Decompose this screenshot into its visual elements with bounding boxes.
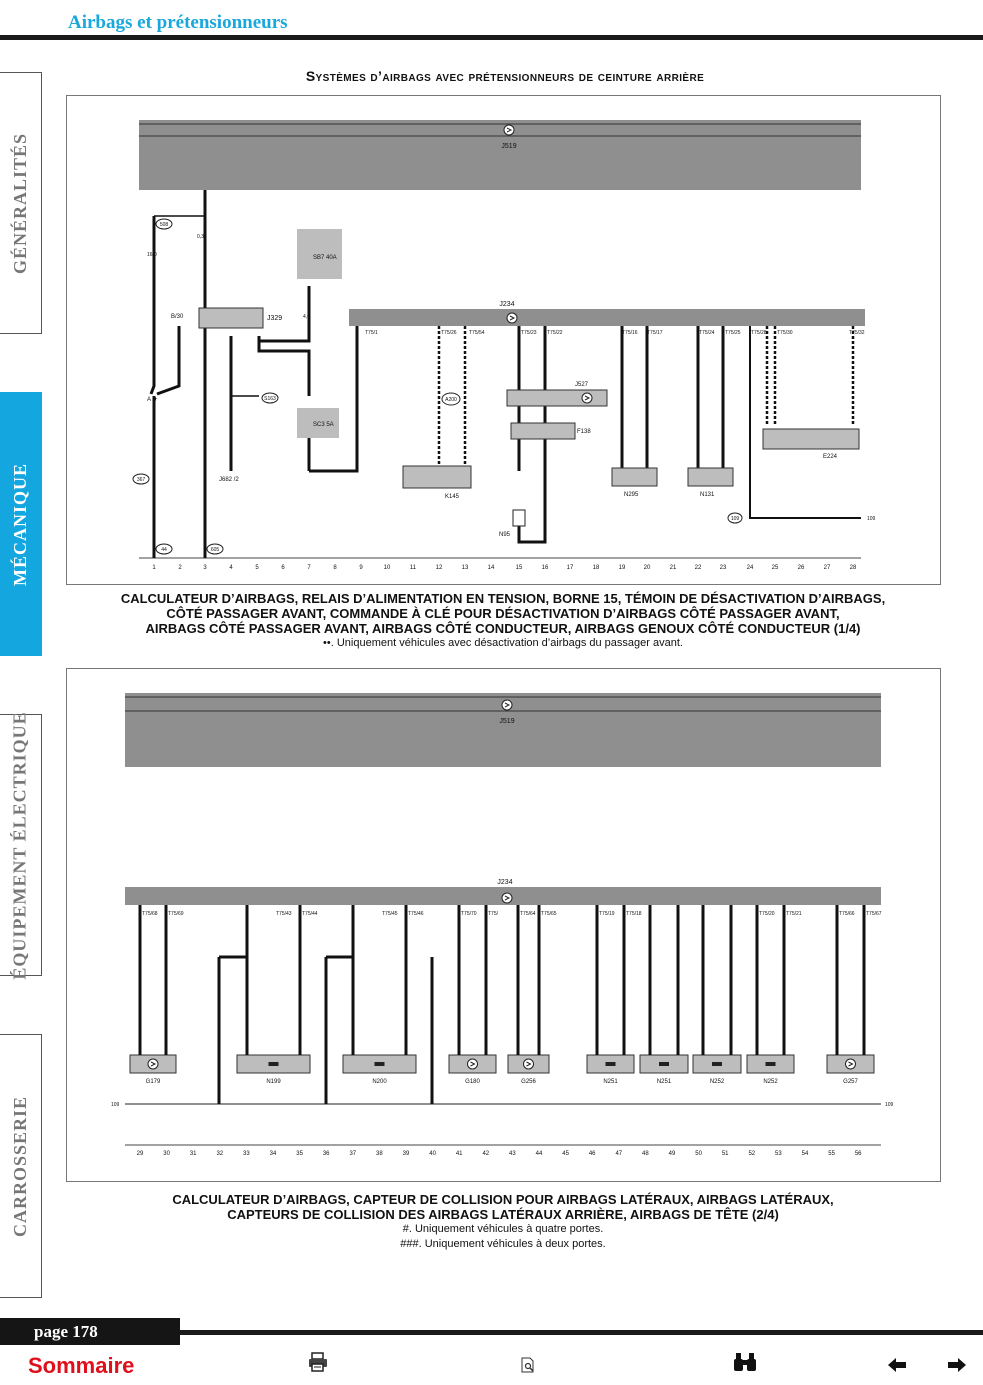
fuse-sb7 xyxy=(297,229,342,279)
pin-label: T75/16 xyxy=(622,330,638,336)
component-label: N251 xyxy=(603,1079,618,1085)
ruler-number: 54 xyxy=(801,1151,809,1157)
pin-label: T75/24 xyxy=(699,330,715,336)
component-label: G257 xyxy=(843,1079,858,1085)
airbag-module-label: N131 xyxy=(700,492,715,498)
header-rule xyxy=(0,35,983,40)
wire-gauge-label: 0,35 xyxy=(197,234,207,240)
clockspring-f138-label: F138 xyxy=(577,429,591,435)
section-title xyxy=(60,68,950,84)
pin-label: T75/66 xyxy=(839,911,855,917)
ruler-number: 49 xyxy=(668,1151,676,1157)
wire-gauge-label: 4,0 xyxy=(303,314,310,320)
ecu-j234-label: J234 xyxy=(499,301,515,308)
pin-label: T75/1 xyxy=(365,330,378,336)
pin-label: T75/65 xyxy=(541,911,557,917)
switch-j527-label: J527 xyxy=(575,382,589,388)
wire-gauge-label: 16,0 xyxy=(147,252,157,258)
label-a-plus: A /+ xyxy=(147,397,158,403)
pin-label: T75/30 xyxy=(777,330,793,336)
ruler-number: 8 xyxy=(333,565,337,571)
ruler-number: 55 xyxy=(828,1151,835,1157)
component-label: N251 xyxy=(656,1079,672,1085)
ground-label: 109 xyxy=(730,516,740,522)
caption-2-line-2: CAPTEURS DE COLLISION DES AIRBAGS LATÉRAUX ARRIÈRE, AIRBAGS DE TÊTE (2/4) xyxy=(227,1207,779,1222)
tab-label: GÉNÉRALITÉS xyxy=(10,132,31,274)
ground-label: 109 xyxy=(885,1102,894,1108)
connector-label: 44 xyxy=(161,547,167,553)
ruler-number: 48 xyxy=(642,1151,649,1157)
pin-label: T75/22 xyxy=(547,330,563,336)
relay-j329-label: J329 xyxy=(267,315,283,322)
airbag-module-label: N295 xyxy=(624,492,639,498)
ruler-number: 45 xyxy=(562,1151,569,1157)
printer-icon[interactable] xyxy=(308,1352,328,1377)
ruler-number: 20 xyxy=(643,565,651,571)
ruler-number: 41 xyxy=(455,1151,463,1157)
arrow-right-icon[interactable] xyxy=(947,1356,967,1379)
component-label: N199 xyxy=(266,1079,281,1085)
ruler-number: 43 xyxy=(509,1151,516,1157)
ruler-number: 6 xyxy=(281,565,285,571)
tab-mecanique[interactable] xyxy=(0,392,42,656)
pin-label: T75/18 xyxy=(626,911,642,917)
pin-label: T75/28 xyxy=(751,330,767,336)
switch-e224-label: E224 xyxy=(823,454,838,460)
j527-icon xyxy=(582,393,592,403)
pin-label: T75/46 xyxy=(408,911,424,917)
tab-label: CARROSSERIE xyxy=(10,1095,31,1237)
ruler-number: 14 xyxy=(487,565,495,571)
ruler-number: 11 xyxy=(409,565,417,571)
ruler-number: 44 xyxy=(535,1151,543,1157)
connector-label: 605 xyxy=(210,547,220,553)
ruler-number: 23 xyxy=(719,565,727,571)
lamp-k145-label: K145 xyxy=(445,494,460,500)
pin-label: T75/54 xyxy=(469,330,485,336)
ruler-number: 2 xyxy=(178,565,182,571)
ruler-number: 21 xyxy=(669,565,677,571)
relay-j682-label: J682 /2 xyxy=(219,477,239,483)
label-b30: B/30 xyxy=(171,314,184,320)
sensor-icon xyxy=(846,1059,856,1069)
switch-e224 xyxy=(763,429,859,449)
relay-j329 xyxy=(199,308,263,328)
ruler-number: 38 xyxy=(376,1151,383,1157)
pin-label: T75/67 xyxy=(866,911,882,917)
ruler-number: 51 xyxy=(721,1151,729,1157)
ruler-number: 47 xyxy=(615,1151,623,1157)
caption-1 xyxy=(66,591,940,651)
ecu-j519-icon xyxy=(502,700,512,710)
caption-2-note-2: ###. Uniquement véhicules à deux portes. xyxy=(400,1238,606,1250)
wire-sb7 xyxy=(259,286,309,341)
squib-symbol xyxy=(712,1062,722,1066)
ruler-number: 17 xyxy=(566,565,574,571)
ruler-number: 50 xyxy=(695,1151,702,1157)
ruler-number: 4 xyxy=(229,565,233,571)
ruler-number: 13 xyxy=(461,565,469,571)
page-number: page 178 xyxy=(0,1318,180,1345)
ruler-number: 56 xyxy=(854,1151,862,1157)
ruler-number: 16 xyxy=(541,565,549,571)
ruler-number: 26 xyxy=(797,565,805,571)
ground-label: 109 xyxy=(867,516,876,522)
ecu-j519-icon xyxy=(504,125,514,135)
pin-label: T75/70 xyxy=(461,911,477,917)
caption-1-line-3: AIRBAGS CÔTÉ PASSAGER AVANT, AIRBAGS CÔTÉ CONDUCTEUR, AIRBAGS GENOUX CÔTÉ CONDUCTEUR (1/4) xyxy=(145,621,861,636)
ruler-number: 32 xyxy=(216,1151,224,1157)
ruler-number: 19 xyxy=(618,565,626,571)
ruler-number: 5 xyxy=(255,565,259,571)
ecu-j234-block xyxy=(349,309,865,326)
sommaire-link[interactable]: Sommaire xyxy=(28,1353,135,1378)
fuse-sb7-label: SB7 40A xyxy=(313,255,337,261)
wire-16-ro xyxy=(151,216,154,394)
ruler-number: 53 xyxy=(775,1151,782,1157)
pin-label: T75/19 xyxy=(599,911,615,917)
sensor-icon xyxy=(468,1059,478,1069)
wire-n95 xyxy=(519,471,545,542)
connector-label: A200 xyxy=(445,397,457,403)
sensor-icon xyxy=(148,1059,158,1069)
ruler-number: 40 xyxy=(429,1151,436,1157)
wire-s163 xyxy=(231,351,259,396)
ruler-number: 46 xyxy=(588,1151,596,1157)
tab-generalites[interactable] xyxy=(0,72,42,334)
wire-relay xyxy=(259,336,309,396)
ruler-number: 34 xyxy=(269,1151,277,1157)
ruler-number: 36 xyxy=(322,1151,330,1157)
search-document-icon[interactable] xyxy=(520,1357,536,1378)
pin-label: T75/23 xyxy=(521,330,537,336)
ruler-number: 42 xyxy=(482,1151,490,1157)
ruler-number: 25 xyxy=(771,565,779,571)
ruler-number: 24 xyxy=(746,565,754,571)
ecu-j519-block xyxy=(139,120,861,190)
pin-label: T75/20 xyxy=(759,911,775,917)
airbag-module xyxy=(688,468,733,486)
caption-1-note: ••. Uniquement véhicules avec désactivation d’airbags du passager avant. xyxy=(323,637,683,649)
ruler-number: 39 xyxy=(402,1151,410,1157)
caption-2-note-1: #. Uniquement véhicules à quatre portes. xyxy=(402,1223,604,1235)
squib-symbol xyxy=(375,1062,385,1066)
ecu-j519-label: J519 xyxy=(499,718,515,725)
tab-label: MÉCANIQUE xyxy=(10,462,31,586)
sensor-icon xyxy=(524,1059,534,1069)
wire-35 xyxy=(157,326,179,394)
pin-label: T75/ xyxy=(488,911,499,917)
wire-t75-1 xyxy=(309,326,357,471)
binoculars-icon[interactable] xyxy=(733,1352,757,1377)
ruler-number: 12 xyxy=(435,565,443,571)
squib-symbol xyxy=(766,1062,776,1066)
ecu-j234-icon xyxy=(507,313,517,323)
wiring-diagram-1 xyxy=(66,95,941,585)
ruler-number: 33 xyxy=(243,1151,250,1157)
ruler-number: 10 xyxy=(383,565,391,571)
ruler-number: 30 xyxy=(163,1151,170,1157)
clockspring-f138 xyxy=(511,423,575,439)
ground-label: 109 xyxy=(111,1102,120,1108)
pin-label: T75/68 xyxy=(142,911,158,917)
ruler-number: 28 xyxy=(849,565,857,571)
section-title-text: Systèmes d’airbags avec prétensionneurs de ceinture arrière xyxy=(305,68,705,84)
ruler-number: 18 xyxy=(592,565,600,571)
ruler-number: 29 xyxy=(136,1151,144,1157)
component-label: N200 xyxy=(372,1079,387,1085)
tab-carrosserie[interactable] xyxy=(0,1034,42,1298)
wiring-diagram-1-svg xyxy=(67,96,940,584)
pin-label: T75/21 xyxy=(786,911,802,917)
ruler-number: 22 xyxy=(694,565,702,571)
caption-2-line-1: CALCULATEUR D’AIRBAGS, CAPTEUR DE COLLISION POUR AIRBAGS LATÉRAUX, AIRBAGS LATÉRAUX, xyxy=(172,1192,834,1207)
ruler-number: 1 xyxy=(152,565,156,571)
caption-1-line-1: CALCULATEUR D’AIRBAGS, RELAIS D’ALIMENTATION EN TENSION, BORNE 15, TÉMOIN DE DÉSACTIVATION D’AIRBAGS, xyxy=(120,591,886,606)
component-label: N252 xyxy=(763,1079,778,1085)
component-label: G256 xyxy=(521,1079,536,1085)
squib-n95 xyxy=(513,510,525,526)
connector-label: 508 xyxy=(159,222,169,228)
ecu-j234-icon xyxy=(502,893,512,903)
connector-label: S163 xyxy=(264,396,276,402)
arrow-left-icon[interactable] xyxy=(887,1356,907,1379)
wiring-diagram-2-svg xyxy=(67,669,940,1181)
pin-label: T75/26 xyxy=(441,330,457,336)
pin-label: T75/43 xyxy=(276,911,292,917)
connector-label: 367 xyxy=(136,477,146,483)
pin-label: T75/64 xyxy=(520,911,536,917)
ruler-number: 27 xyxy=(823,565,831,571)
pin-label: T75/45 xyxy=(382,911,398,917)
ruler-number: 37 xyxy=(349,1151,357,1157)
tab-label: ÉQUIPEMENT ÉLECTRIQUE xyxy=(10,710,30,980)
lamp-k145 xyxy=(403,466,471,488)
squib-symbol xyxy=(606,1062,616,1066)
component-label: N252 xyxy=(709,1079,725,1085)
ruler-number: 9 xyxy=(359,565,363,571)
component-label: G180 xyxy=(465,1079,480,1085)
airbag-module xyxy=(612,468,657,486)
component-label: G179 xyxy=(145,1079,161,1085)
pin-label: T75/32 xyxy=(849,330,865,336)
squib-symbol xyxy=(659,1062,669,1066)
caption-1-line-2: CÔTÉ PASSAGER AVANT, COMMANDE À CLÉ POUR DÉSACTIVATION D’AIRBAGS CÔTÉ PASSAGER AVANT, xyxy=(166,606,840,621)
ecu-j519-label: J519 xyxy=(501,143,517,150)
ruler-number: 35 xyxy=(296,1151,303,1157)
ecu-j234-label: J234 xyxy=(497,879,513,886)
ruler-number: 15 xyxy=(515,565,523,571)
pin-label: T75/17 xyxy=(647,330,663,336)
pin-label: T75/69 xyxy=(168,911,184,917)
fuse-sc3-label: SC3 5A xyxy=(313,422,334,428)
squib-n95-label: N95 xyxy=(499,532,511,538)
pin-label: T75/44 xyxy=(302,911,318,917)
pin-label: T75/25 xyxy=(725,330,741,336)
wiring-diagram-2 xyxy=(66,668,941,1182)
ruler-number: 3 xyxy=(203,565,207,571)
squib-symbol xyxy=(269,1062,279,1066)
tab-equipement-electrique[interactable] xyxy=(0,710,42,980)
page-header-title: Airbags et prétensionneurs xyxy=(68,12,288,33)
ruler-number: 52 xyxy=(748,1151,756,1157)
ruler-number: 31 xyxy=(189,1151,197,1157)
caption-2 xyxy=(66,1192,940,1252)
ruler-number: 7 xyxy=(307,565,311,571)
